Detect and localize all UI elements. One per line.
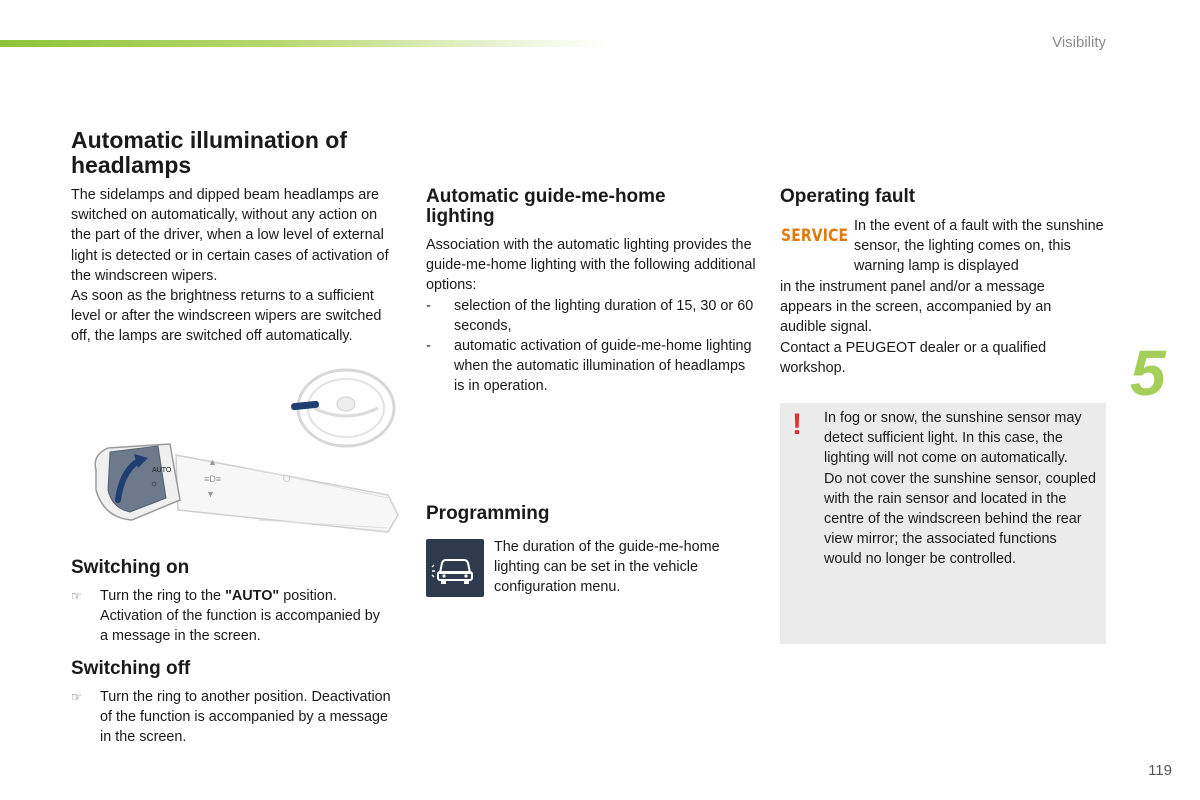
stalk-body <box>176 455 398 532</box>
programming-text: The duration of the guide-me-home lighting can be set in the vehicle configuration menu. <box>494 539 720 596</box>
switching-on-instruction: ☞ Turn the ring to the "AUTO" position. Activation of the function is accompanied by a message in the screen. <box>71 588 380 645</box>
svg-text:▲: ▲ <box>208 457 217 467</box>
warning-paragraph-2: Do not cover the sunshine sensor, coupled with the rain sensor and located in the centre of the windscreen behind the rear view mirror; the associated functions would no longer be controlled. <box>824 470 1096 568</box>
programming-title: Programming <box>426 503 550 524</box>
svg-text:☼: ☼ <box>150 478 159 488</box>
operating-fault-paragraph: in the instrument panel and/or a message appears in the screen, accompanied by an audible signal. <box>780 279 1052 336</box>
operating-fault-title: Operating fault <box>780 186 916 207</box>
guide-me-home-options <box>426 296 756 397</box>
intro-paragraph-2: As soon as the brightness returns to a sufficient level or after the windscreen wipers are switched off, the lamps are switched off automatically. <box>71 288 382 345</box>
svg-text:▼: ▼ <box>206 489 215 499</box>
guide-me-home-text <box>426 235 756 397</box>
operating-fault-contact: Contact a PEUGEOT dealer or a qualified workshop. <box>780 339 1047 376</box>
section-title: Visibility <box>1052 34 1106 51</box>
option-item: - automatic activation of guide-me-home lighting when the automatic illumination of headlamps is in operation. <box>426 336 756 397</box>
switching-on-title: Switching on <box>71 557 190 578</box>
operating-fault-text-2 <box>780 277 1080 378</box>
warning-text <box>824 408 1096 570</box>
guide-me-home-intro: Association with the automatic lighting provides the guide-me-home lighting with the following additional options: <box>426 237 756 294</box>
light-ring-knob <box>95 444 180 520</box>
auto-label: AUTO <box>152 467 172 474</box>
warning-exclamation-icon: ! <box>792 408 802 441</box>
warning-paragraph-1: In fog or snow, the sunshine sensor may detect sufficient light. In this case, the lighting will not come on automatically. <box>824 410 1082 467</box>
service-warning-icon: SERVICE <box>781 226 849 246</box>
intro-paragraph-1: The sidelamps and dipped beam headlamps are switched on automatically, without any action on the part of the driver, when a low level of external light is detected or in certain cases of activation of the windscreen wipers. <box>71 187 389 284</box>
vehicle-configuration-icon <box>426 539 484 597</box>
guide-me-home-title: Automatic guide-me-home lighting <box>426 186 666 227</box>
switching-off-instruction: ☞ Turn the ring to another position. Deactivation of the function is accompanied by a message in the screen. <box>71 689 391 746</box>
steering-wheel-icon <box>291 370 394 446</box>
pointing-hand-icon: ☞ <box>71 589 82 603</box>
switching-off-title: Switching off <box>71 658 191 679</box>
svg-text:ᗜ: ᗜ <box>283 474 291 484</box>
lighting-stalk-illustration <box>88 360 400 545</box>
intro-text <box>71 185 401 347</box>
page-title: Automatic illumination of headlamps <box>71 127 347 178</box>
operating-fault-text-1: In the event of a fault with the sunshine sensor, the lighting comes on, this warning lamp is displayed <box>854 218 1104 275</box>
svg-text:≡D≡: ≡D≡ <box>204 474 222 484</box>
page-number: 119 <box>1148 762 1172 779</box>
option-item: - selection of the lighting duration of 15, 30 or 60 seconds, <box>426 296 756 336</box>
pointing-hand-icon: ☞ <box>71 690 82 704</box>
chapter-number: 5 <box>1130 337 1166 409</box>
header-accent-bar <box>0 40 610 47</box>
